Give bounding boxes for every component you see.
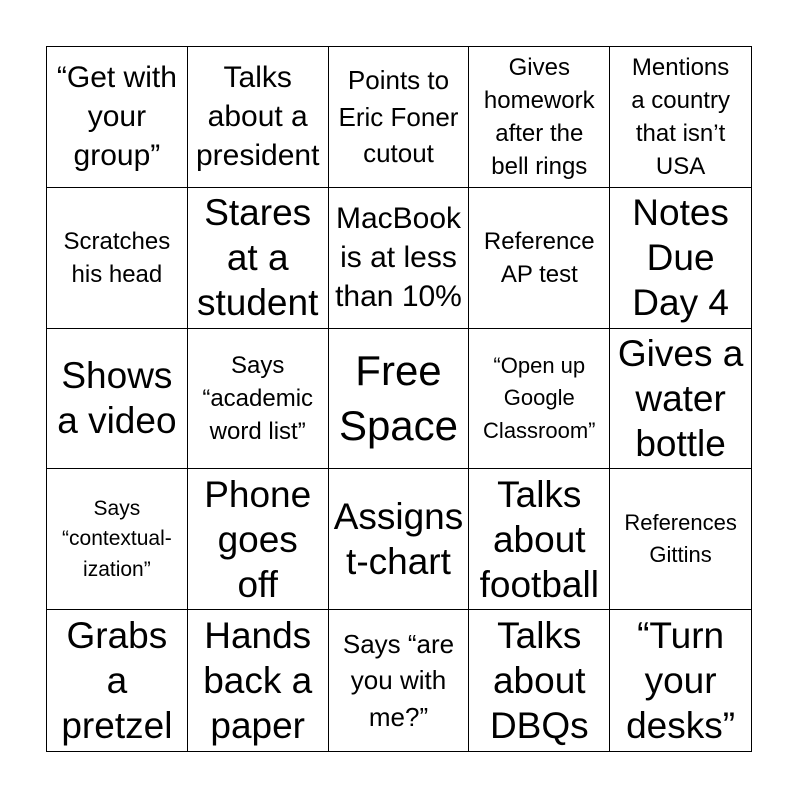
bingo-cell-stares-at-student[interactable]: Stares at a student [188,188,329,329]
bingo-cell-macbook-battery[interactable]: MacBook is at less than 10% [329,188,470,329]
bingo-cell-scratches-head[interactable]: Scratches his head [47,188,188,329]
bingo-cell-notes-due[interactable]: Notes Due Day 4 [610,188,751,329]
bingo-cell-assigns-t-chart[interactable]: Assigns t-chart [329,469,470,610]
bingo-cell-free-space[interactable]: Free Space [329,329,470,470]
bingo-cell-mentions-country[interactable]: Mentions a country that isn’t USA [610,47,751,188]
bingo-cell-reference-ap-test[interactable]: Reference AP test [469,188,610,329]
bingo-cell-turn-your-desks[interactable]: “Turn your desks” [626,614,736,747]
bingo-cell-talks-about-president[interactable]: Talks about a president [188,47,329,188]
bingo-cell-phone-goes-off[interactable]: Phone goes off [188,469,329,610]
bingo-cell-shows-video[interactable]: Shows a video [47,329,188,470]
bingo-cell-talks-about-dbqs[interactable]: Talks about DBQs [469,610,610,751]
bingo-cell-google-classroom[interactable]: “Open up Google Classroom” [469,329,610,470]
bingo-cell-points-to-eric-foner[interactable]: Points to Eric Foner cutout [329,47,470,188]
bingo-cell-water-bottle[interactable]: Gives a water bottle [610,329,751,470]
bingo-cell-talks-about-football[interactable]: Talks about football [469,469,610,610]
bingo-cell-gives-homework[interactable]: Gives homework after the bell rings [469,47,610,188]
bingo-cell-references-gittins[interactable]: References Gittins [610,469,751,610]
bingo-cell-get-with-your-group[interactable]: “Get with your group” [47,47,188,188]
bingo-board [46,46,752,752]
bingo-cell-hands-back-paper[interactable]: Hands back a paper [188,610,329,751]
bingo-cell-grabs-pretzel[interactable]: Grabs a pretzel [47,610,188,751]
bingo-cell-are-you-with-me[interactable]: Says “are you with me?” [329,610,470,751]
bingo-cell-academic-word-list[interactable]: Says “academic word list” [188,329,329,470]
bingo-cell-contextualization[interactable]: Says “contextual- ization” [47,469,188,610]
